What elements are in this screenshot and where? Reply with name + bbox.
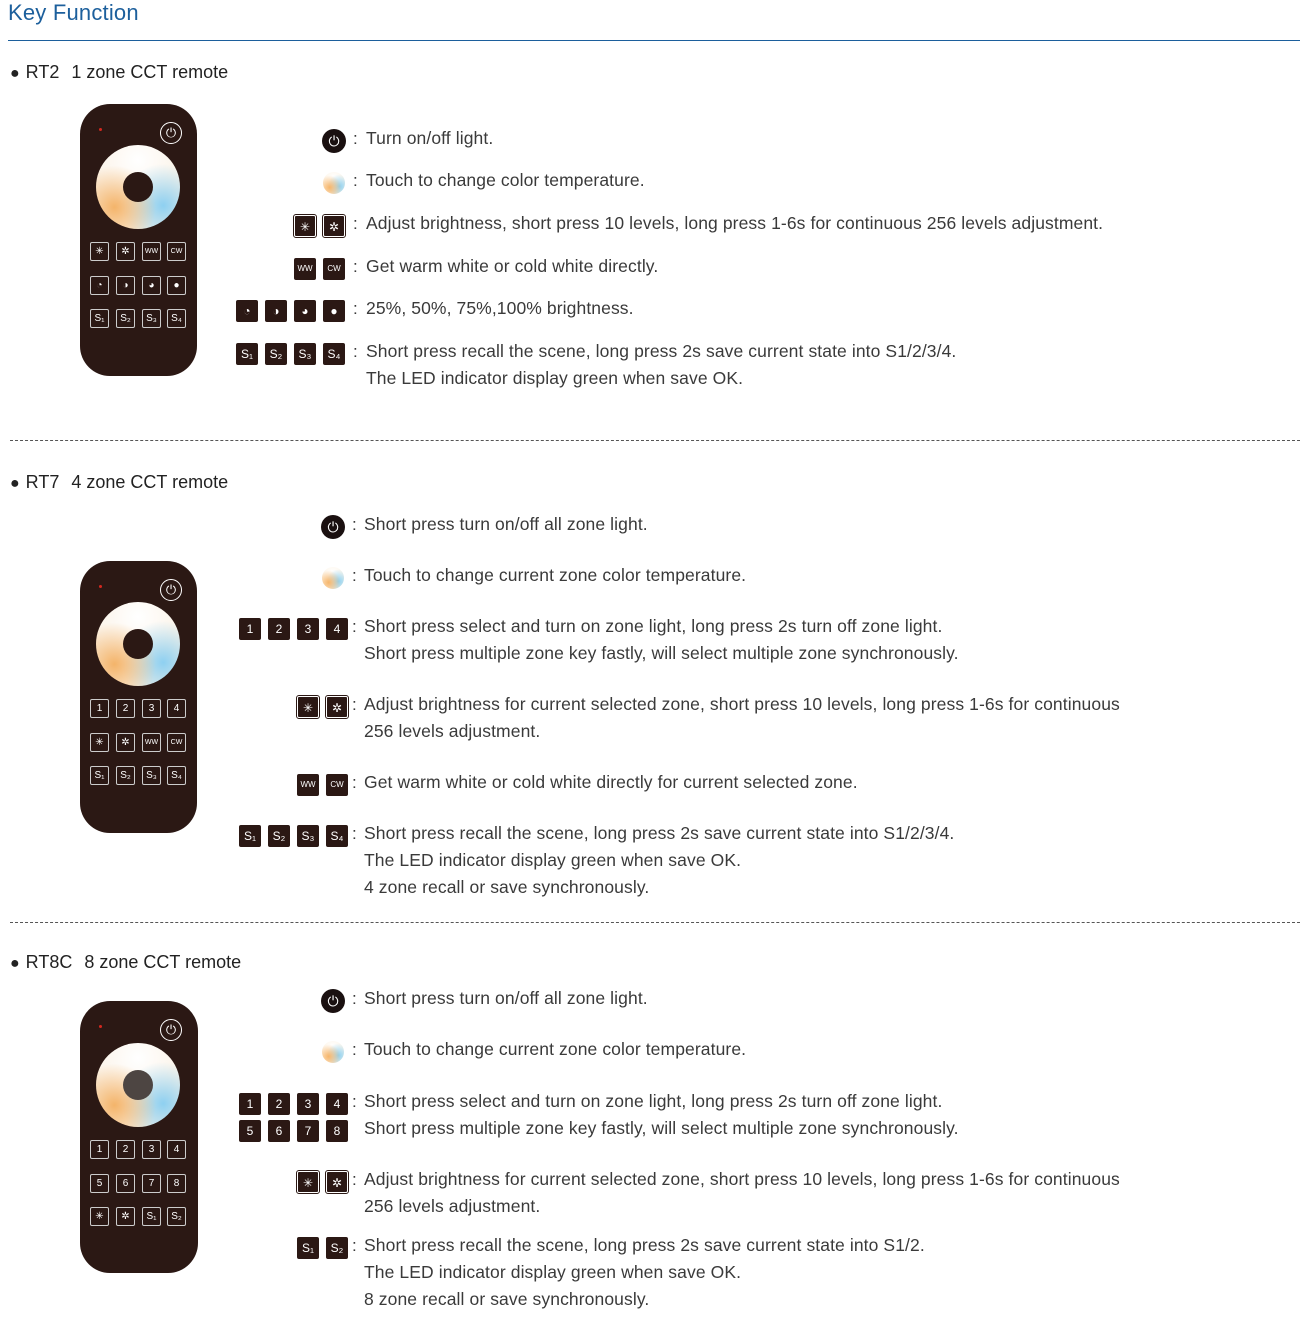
function-description: Short press select and turn on zone light, long press 2s turn off zone light. [364,1091,943,1111]
function-key-icon: S₂ [326,1237,348,1259]
wheel-hub [123,629,153,659]
function-key-icon: CW [323,258,345,280]
separator-colon: : [352,1092,357,1111]
function-description: Adjust brightness for current selected zone, short press 10 levels, long press 1-6s for continuous [364,694,1120,714]
function-key-icon: ✳ [294,215,316,237]
function-key-icon: WW [294,258,316,280]
function-key-icon: ◔ [236,300,258,322]
model-name: RT8C [25,952,73,972]
remote-power-button: ⏻ [160,1019,182,1041]
model-subtitle: 4 zone CCT remote [71,472,229,492]
remote-key: ● [167,276,186,295]
function-key-icon: 2 [268,1093,290,1115]
led-indicator [99,128,102,131]
separator-colon: : [352,617,357,636]
remote-key: 1 [90,699,109,718]
power-icon: ⏻ [321,989,345,1013]
function-key-icon: ◕ [294,300,316,322]
function-description: 8 zone recall or save synchronously. [364,1289,650,1309]
function-key-icon: ◑ [265,300,287,322]
remote-key: S₂ [116,766,135,785]
remote-key: ✳ [90,242,109,261]
function-description: Get warm white or cold white directly. [366,256,659,276]
section-header [10,952,241,973]
function-key-icon: S₁ [239,825,261,847]
remote-key: WW [142,733,161,752]
function-description: Short press multiple zone key fastly, will select multiple zone synchronously. [364,1118,959,1138]
remote-illustration [80,104,197,376]
function-key-icon: 1 [239,1093,261,1115]
function-key-icon: ✲ [323,215,345,237]
function-description: The LED indicator display green when save OK. [366,368,744,388]
function-key-icon: S₄ [323,343,345,365]
remote-key: ✲ [116,242,135,261]
function-key-icon: 8 [326,1120,348,1142]
function-description: Adjust brightness, short press 10 levels, long press 1-6s for continuous 256 levels adjustment. [366,213,1104,233]
color-wheel-icon [96,145,180,229]
remote-key: ◑ [116,276,135,295]
function-key-icon: 3 [297,1093,319,1115]
bullet-icon: ● [10,955,20,972]
remote-key: 3 [142,699,161,718]
separator-colon: : [352,773,357,792]
separator-colon: : [353,257,358,276]
color-wheel-icon [323,172,345,194]
separator-colon: : [353,214,358,233]
function-description: The LED indicator display green when save OK. [364,850,742,870]
function-key-icon: 3 [297,618,319,640]
title-rule [8,40,1300,41]
power-icon: ⏻ [322,129,346,153]
remote-key: S₂ [167,1207,186,1226]
bullet-icon: ● [10,475,20,492]
remote-key: S₃ [142,766,161,785]
function-key-icon: ✲ [326,696,348,718]
remote-key: S₂ [116,309,135,328]
separator-colon: : [352,1236,357,1255]
remote-key: 4 [167,699,186,718]
remote-key: S₃ [142,309,161,328]
section-header [10,472,228,493]
function-description: Short press recall the scene, long press 2s save current state into S1/2/3/4. [364,823,955,843]
function-key-icon: 5 [239,1120,261,1142]
remote-key: 4 [167,1140,186,1159]
function-description: Short press turn on/off all zone light. [364,988,648,1008]
model-name: RT7 [25,472,60,492]
remote-key: 6 [116,1174,135,1193]
function-key-icon: 7 [297,1120,319,1142]
function-key-icon: ✳ [297,696,319,718]
remote-key: S₄ [167,309,186,328]
function-key-icon: 2 [268,618,290,640]
function-description: Touch to change current zone color temperature. [364,1039,747,1059]
model-subtitle: 1 zone CCT remote [71,62,229,82]
remote-power-button: ⏻ [160,122,182,144]
function-key-icon: CW [326,774,348,796]
color-wheel-icon [322,567,344,589]
function-description: Short press recall the scene, long press 2s save current state into S1/2. [364,1235,925,1255]
function-key-icon: S₁ [297,1237,319,1259]
function-description: Short press multiple zone key fastly, will select multiple zone synchronously. [364,643,959,663]
separator-colon: : [353,129,358,148]
remote-key: ✲ [116,1207,135,1226]
separator-colon: : [352,695,357,714]
wheel-hub [123,1070,153,1100]
separator-colon: : [352,1040,357,1059]
function-description: Turn on/off light. [366,128,494,148]
model-subtitle: 8 zone CCT remote [84,952,242,972]
function-key-icon: 1 [239,618,261,640]
function-key-icon: S₂ [268,825,290,847]
bullet-icon: ● [10,65,20,82]
color-wheel-icon [96,1043,180,1127]
remote-key: 2 [116,699,135,718]
function-description: Touch to change color temperature. [366,170,645,190]
function-key-icon: ✳ [297,1171,319,1193]
function-description: 256 levels adjustment. [364,1196,541,1216]
remote-key: ◔ [90,276,109,295]
remote-key: 8 [167,1174,186,1193]
remote-key: ✳ [90,733,109,752]
remote-key: S₄ [167,766,186,785]
separator-colon: : [353,342,358,361]
remote-key: 3 [142,1140,161,1159]
function-description: 4 zone recall or save synchronously. [364,877,650,897]
remote-power-button: ⏻ [160,579,182,601]
remote-illustration [80,1001,198,1273]
function-description: Short press turn on/off all zone light. [364,514,648,534]
function-description: Short press recall the scene, long press 2s save current state into S1/2/3/4. [366,341,957,361]
remote-key: ✲ [116,733,135,752]
function-key-icon: ● [323,300,345,322]
separator-colon: : [353,299,358,318]
function-key-icon: S₄ [326,825,348,847]
remote-key: ◕ [142,276,161,295]
function-description: Get warm white or cold white directly for current selected zone. [364,772,858,792]
section-divider [10,440,1300,441]
remote-key: 7 [142,1174,161,1193]
remote-key: S₁ [90,766,109,785]
function-description: Touch to change current zone color temperature. [364,565,747,585]
function-key-icon: S₁ [236,343,258,365]
function-description: 256 levels adjustment. [364,721,541,741]
led-indicator [99,1025,102,1028]
model-name: RT2 [25,62,60,82]
function-description: Adjust brightness for current selected zone, short press 10 levels, long press 1-6s for continuous [364,1169,1120,1189]
power-icon: ⏻ [321,515,345,539]
page-title: Key Function [8,0,139,25]
led-indicator [99,585,102,588]
remote-key: CW [167,242,186,261]
remote-illustration [80,561,197,833]
remote-key: S₁ [90,309,109,328]
function-key-icon: S₃ [294,343,316,365]
separator-colon: : [353,171,358,190]
color-wheel-icon [96,602,180,686]
section-header [10,62,228,83]
remote-key: ✳ [90,1207,109,1226]
remote-key: CW [167,733,186,752]
remote-key: WW [142,242,161,261]
separator-colon: : [352,989,357,1008]
separator-colon: : [352,515,357,534]
remote-key: 2 [116,1140,135,1159]
function-key-icon: WW [297,774,319,796]
function-description: 25%, 50%, 75%,100% brightness. [366,298,634,318]
wheel-hub [123,172,153,202]
function-key-icon: 4 [326,618,348,640]
separator-colon: : [352,824,357,843]
separator-colon: : [352,1170,357,1189]
remote-key: 5 [90,1174,109,1193]
separator-colon: : [352,566,357,585]
section-divider [10,922,1300,923]
function-key-icon: 4 [326,1093,348,1115]
color-wheel-icon [322,1041,344,1063]
function-description: Short press select and turn on zone light, long press 2s turn off zone light. [364,616,943,636]
remote-key: S₁ [142,1207,161,1226]
function-key-icon: 6 [268,1120,290,1142]
function-key-icon: ✲ [326,1171,348,1193]
function-key-icon: S₂ [265,343,287,365]
remote-key: 1 [90,1140,109,1159]
function-description: The LED indicator display green when save OK. [364,1262,742,1282]
function-key-icon: S₃ [297,825,319,847]
